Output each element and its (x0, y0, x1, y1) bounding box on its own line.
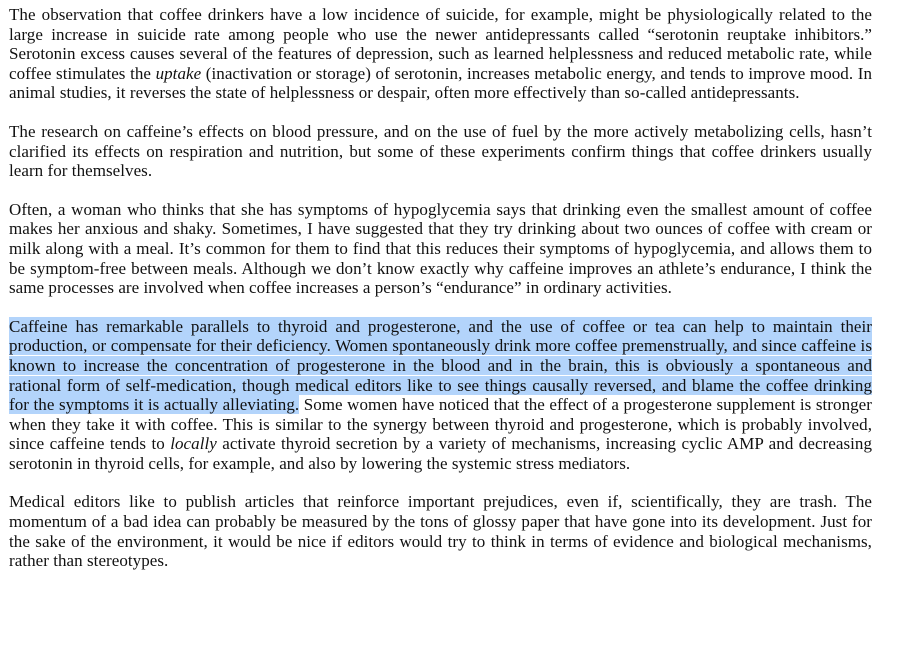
paragraph-hypoglycemia (9, 200, 872, 298)
paragraph-suicide-serotonin (9, 5, 872, 103)
paragraph-thyroid-progesterone (9, 317, 872, 474)
text-segment: Some women have noticed that the effect of a progesterone supplement is stronger when they take it with coffee. This is similar to the synergy between thyroid and progesterone, which is probably involved, since caffeine tends to (9, 395, 872, 454)
text-segment: The observation that coffee drinkers have a low incidence of suicide, for example, might be physiologically related to the large increase in suicide rate among people who use the newer antidepressants called “serotonin reuptake inhibitors.” Serotonin excess causes several of the features of depression, such as learned helplessness and reduced metabolic rate, while coffee stimulates the (9, 5, 872, 83)
text-segment: (inactivation or storage) of serotonin, increases metabolic energy, and tends to improve mood. In animal studies, it reverses the state of helplessness or despair, often more effectively than so-called antidepressants. (9, 63, 872, 103)
paragraph-medical-editors (9, 492, 872, 570)
text-segment: activate thyroid secretion by a variety of mechanisms, increasing cyclic AMP and decreasing serotonin in thyroid cells, for example, and also by lowering the systemic stress mediators. (9, 434, 872, 473)
text-segment: Often, a woman who thinks that she has symptoms of hypoglycemia says that drinking even the smallest amount of coffee makes her anxious and shaky. Sometimes, I have suggested that they try drinking about two ounces of coffee with cream or milk along with a meal. It’s common for them to find that this reduces their symptoms of hypoglycemia, and allows them to be symptom-free between meals. Although we don’t know exactly why caffeine improves an athlete’s endurance, I think the same processes are involved when coffee increases a person’s “endurance” in ordinary activities. (9, 199, 872, 298)
text-segment-italic: locally (170, 434, 217, 454)
text-segment: Medical editors like to publish articles that reinforce important prejudices, even if, scientifically, they are trash. The momentum of a bad idea can probably be measured by the tons of glossy paper that have gone into its development. Just for the sake of the environment, it would be nice if editors would try to think in terms of evidence and biological mechanisms, rather than stereotypes. (9, 492, 872, 571)
article-text (9, 5, 872, 590)
paragraph-blood-pressure (9, 122, 872, 181)
text-segment: The research on caffeine’s effects on blood pressure, and on the use of fuel by the more actively metabolizing cells, hasn’t clarified its effects on respiration and nutrition, but some of these experiments confirm things that coffee drinkers usually learn for themselves. (9, 121, 872, 181)
text-segment-italic: uptake (155, 63, 202, 83)
selected-text-highlight[interactable]: Caffeine has remarkable parallels to thyroid and progesterone, and the use of coffee or tea can help to maintain their production, or compensate for their deficiency. Women spontaneously drink more coffee premenstrually, and since caffeine is known to increase the concentration of progesterone in the blood and in the brain, this is obviously a spontaneous and rational form of self-medication, though medical editors like to see things causally reversed, and blame the coffee drinking for the symptoms it is actually alleviating. (9, 316, 872, 415)
